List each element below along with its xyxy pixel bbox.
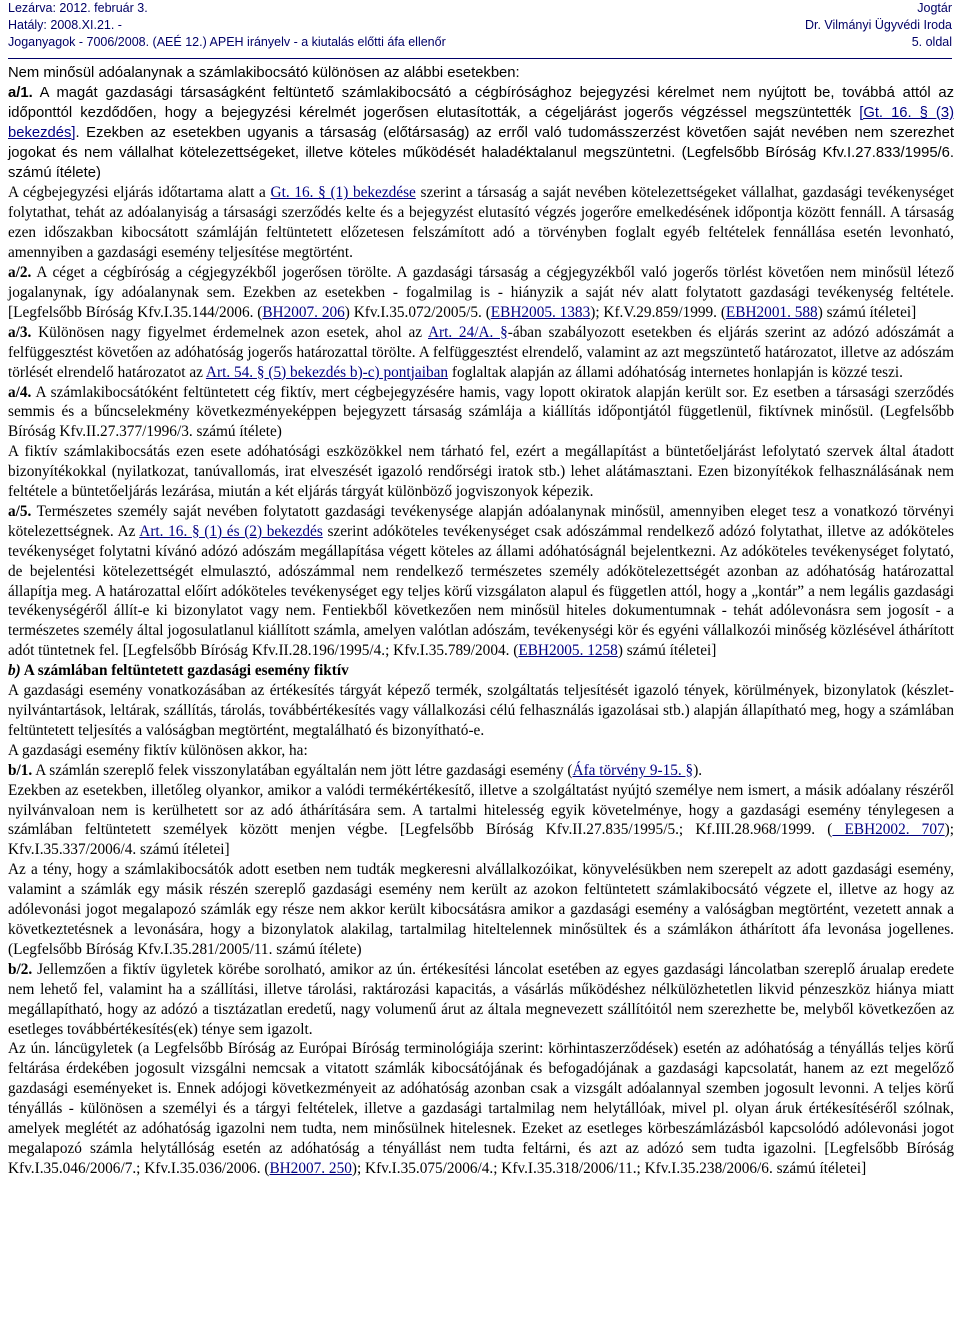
header-page-number: 5. oldal xyxy=(911,35,952,49)
item-label: b/2. xyxy=(8,960,33,978)
case-reference-link[interactable]: EBH2005. 1383 xyxy=(490,303,591,321)
section-heading-b: b) A számlában feltüntetett gazdasági esemény fiktív xyxy=(8,662,349,680)
item-label: a/3. xyxy=(8,323,32,341)
law-reference-link[interactable]: Áfa törvény 9-15. § xyxy=(572,761,694,779)
law-reference-link[interactable]: Art. 16. § (1) és (2) bekezdés xyxy=(139,522,323,540)
header-firm: Dr. Vilmányi Ügyvédi Iroda xyxy=(804,18,952,32)
law-reference-link[interactable]: Art. 54. § (5) bekezdés b)-c) pontjaiban xyxy=(205,363,449,381)
paragraph-a4: a/4. A számlakibocsátóként feltüntetett cég fiktív, mert cégbejegyzésére hamis, vagy lopott okiratok alapján került sor. Ez esetben a társasági szerződés semmis és a bűncselekmény következményeképpen bejegyzett társaság számlája a kiállítás időpontjától függetlenül, fiktívnek minősül. (Legfelsőbb Bíróság Kfv.II.27.377/1996/3. számú ítélete) xyxy=(8,383,954,441)
paragraph-b1-continued: Ezekben az esetekben, illetőleg olyankor, amikor a valódi termékértékesítő, illetve a szolgáltatást nyújtó személye nem ismert, a másik adóalany részéről nyilvánvaloan nem is kerülhetett sor az adó áthárítására sem. A tartalmi hitelesség egyik követelménye, hogy a gazdasági esemény ténylegesen a számlában feltüntetett személyek között menjen végbe. [Legfelsőbb Bíróság Kfv.II.27.835/1995/5.; Kf.III.28.968/1999. ( EBH2002. 707); Kfv.I.35.337/2006/4. számú ítéletei] xyxy=(8,781,954,859)
section-label: b) xyxy=(8,662,21,680)
header-document-title: Joganyagok - 7006/2008. (AEÉ 12.) APEH irányelv - a kiutalás előtti áfa ellenőr xyxy=(8,35,446,49)
case-reference-link[interactable]: EBH2005. 1258 xyxy=(518,642,618,660)
item-label: a/2. xyxy=(8,264,32,282)
case-reference-link[interactable]: EBH2001. 588 xyxy=(725,303,818,321)
paragraph-b2: b/2. Jellemzően a fiktív ügyletek körébe sorolható, amikor az ún. értékesítési láncolat esetében az egyes gazdasági láncolatban szereplő árualap eredete nem lehető fel, valamint ha a szállítási, illetve tárolási, raktározási kapacitás, a vásárlás működéshez nélkülözhetetlen likvid pénzeszköz hiánya miatt megállapítható, hogy az adózó a tisztázatlan eredetű, nagy volumenű árut az általa megnevezett szállítóitól nem szerezhette be, melyből következően az esetleges továbbértékesítés(ek) ténye sem igazolt. xyxy=(8,960,954,1038)
paragraph-a5: a/5. Természetes személy saját nevében folytatott gazdasági tevékenysége alapján adóalanynak minősül, amennyiben eleget tesz a vonatkozó törvényi kötelezettségnek. Az Art. 16. § (1) és (2) bekezdés szerint adóköteles tevékenységet csak adószámmal rendelkező adózó folytathat, illetve az adóköteles tevékenységet folytatni kívánó adózó adószám megállapítása végett köteles az állami adóhatóságnál bejelentkezni. Az adóköteles tevékenységet folytató, de bejelentési kötelezettségét elmulasztó, adószámmal nem rendelkező természetes személy adókötelezettségét azonban az adóhatóság határozattal állapítja meg. A határozattal előírt adóköteles tevékenységet egy teljes körű vizsgálaton alapul és független attól, hogy a „kontár” a nem legális gazdasági tevékenységéről állít-e ki bizonylatot vagy nem. Fentiekből következően nem minősül hiteles dokumentumnak - tehát adólevonásra sem jogosít - a természetes személy által jogosulatlanul kiállított számla, amelyen valótlan adószám, tevékenységi kör és egyéni vállalkozói minőség közlésével áthárított adót tüntetnek fel. [Legfelsőbb Bíróság Kfv.II.28.196/1995/4.; Kfv.I.35.789/2004. (EBH2005. 1258) számú ítéletei] xyxy=(8,502,954,660)
header-product: Jogtár xyxy=(917,1,952,15)
header-effective-date: Hatály: 2008.XI.21. - xyxy=(8,18,122,32)
paragraph-a3: a/3. Különösen nagy figyelmet érdemelnek azon esetek, ahol az Art. 24/A. §-ában szabályozott esetekben és eljárás szerint az adózó adószámát a felfüggesztést követően az adóhatóság jogerős határozattal törölte. A felfüggesztést elrendelő, valamint az azt megszüntető határozatot, illetve az adószám törlését elrendelő határozatot az Art. 54. § (5) bekezdés b)-c) pontjaiban foglaltak alapján az állami adóhatóság internetes honlapján is közzé teszi. xyxy=(8,323,954,381)
paragraph-fictitious-issuance: A fiktív számlakibocsátás ezen esete adóhatósági eszközökkel nem tárható fel, ezért a megállapítást a büntetőeljárást lefolytató szervek által átadott bizonyítékokkal (nyilatkozat, tanúvallomás, irat elveszését igazoló rendőrségi iratok stb.) lehet alátámasztani. Ezen bizonyítékok felhasználásának nem feltétele a büntetőeljárás lezárása, miután a két eljárás tárgyát különböző jogviszonyok képezik. xyxy=(8,443,954,501)
law-reference-link[interactable]: Art. 24/A. § xyxy=(427,323,508,341)
paragraph-a1-continued: A cégbejegyzési eljárás időtartama alatt a Gt. 16. § (1) bekezdése szerint a társaság a saját nevében kötelezettségeket vállalhat, gazdasági tevékenységet folytathat, tehát az adóalanyiság a társasági szerződés kelte és a bejegyzést elutasító végzés jogerőre emelkedésének időpontja között fennáll. A társaság ezen időszakban kibocsátott számláján feltüntetett előzetesen felszámított adó a törvényben foglalt egyéb feltételek fennállása esetén levonható, amennyiben a gazdasági esemény teljesítése megtörtént. xyxy=(8,184,954,262)
item-label: a/5. xyxy=(8,502,32,520)
paragraph-economic-event: A gazdasági esemény vonatkozásában az értékesítés tárgyát képező termék, szolgáltatás teljesítését igazoló tények, körülmények, bizonylatok (készlet-nyilvántartások, leltárak, szállítás, tárolás, továbbértékesítés vagy vállalkozási célú felhasználás igazolásai stb.) alapján állapítható meg, hogy a számlában feltüntetett teljesítés a valóságban megtörtént, megtalálható és bizonyítható-e. xyxy=(8,682,954,739)
paragraph-fictitious-when: A gazdasági esemény fiktív különösen akkor, ha: xyxy=(8,741,308,759)
item-label: a/4. xyxy=(8,383,32,401)
case-reference-link[interactable]: BH2007. 206 xyxy=(262,303,345,321)
item-label: a/1. xyxy=(8,84,33,101)
document-body xyxy=(8,64,954,1179)
intro-paragraph: Nem minősül adóalanynak a számlakibocsátó különösen az alábbi esetekben: xyxy=(8,65,520,81)
paragraph-a2: a/2. A céget a cégbíróság a cégjegyzékből jogerősen törölte. A gazdasági társaság a cégjegyzékből való jogerős törlést követően nem minősül létező jogalanynak, így adóalanynak sem. Ezekben az esetekben - fogalmilag is - hiányzik a saját név alatt folytatott gazdasági tevékenység feltétele. [Legfelsőbb Bíróság Kfv.I.35.144/2006. (BH2007. 206) Kfv.I.35.072/2005/5. (EBH2005. 1383); Kf.V.29.859/1999. (EBH2001. 588) számú ítéletei] xyxy=(8,264,954,321)
case-reference-link[interactable]: EBH2002. 707 xyxy=(832,821,945,839)
paragraph-chain-transactions: Az ún. láncügyletek (a Legfelsőbb Bíróság az Európai Bíróság terminológiája szerint: körhintaszerződések) esetén az adóhatóság a tényállás teljes körű feltárása érdekében jogosult vizsgálni nemcsak a vitatott számlák kibocsátójának és befogadójának a gazdasági kapcsolatát, hanem az ezt megelőző gazdasági eseményeket is. Ennek adójogi következményeit az adóhatóság azonban csak a vizsgált adóalannyal szemben jogosult levonni. A teljes körű tényállás - különösen a személyi és a tárgyi feltételek, illetve a gazdasági tartalmilag nem helytállóak, mivel pl. olyan áruk értékesítéséről szólnak, amelyek meglétét az adóhatóság igazolni nem tudta, nem minősülnek hitelesnek. Ezeket az esetleges körbeszámlázásból kapcsolódó adólevonási jogot megalapozó számla helytállóság esetén az adóhatóság a tényállást nem tudta feltárni, és azt az adózó sem tudta igazolni. [Legfelsőbb Bíróság Kfv.I.35.046/2006/7.; Kfv.I.35.036/2006. (BH2007. 250); Kfv.I.35.075/2006/4.; Kfv.I.35.318/2006/11.; Kfv.I.35.238/2006/6. számú ítéletei] xyxy=(8,1040,954,1177)
paragraph-b1: b/1. A számlán szereplő felek visszonylatában egyáltalán nem jött létre gazdasági esemény (Áfa törvény 9-15. §). xyxy=(8,761,703,779)
item-label: b/1. xyxy=(8,761,33,779)
case-reference-link[interactable]: BH2007. 250 xyxy=(269,1159,352,1177)
header-left xyxy=(8,0,446,51)
law-reference-link[interactable]: Gt. 16. § (1) bekezdése xyxy=(270,184,416,202)
header-right xyxy=(805,0,952,51)
header-closed-date: Lezárva: 2012. február 3. xyxy=(8,1,148,15)
law-reference-link[interactable]: [Gt. 16. § (3) bekezdés] xyxy=(8,104,954,141)
paragraph-a1: a/1. A magát gazdasági társaságként feltüntető számlakibocsátó a cégbírósághoz bejegyzési kérelmet nem nyújtott be, továbbá attól az időponttól kezdődően, hogy a bejegyzési kérelmét jogerősen elutasították, a cégeljárást jogerős végzéssel megszüntették [Gt. 16. § (3) bekezdés]. Ezekben az esetekben ugyanis a társaság (előtársaság) az erről való tudomásszerzést követően saját nevében nem szerezhet jogokat és nem vállalhat kötelezettségeket, illetve köteles működését haladéktalanul megszüntetni. (Legfelsőbb Bíróság Kfv.I.27.833/1995/6. számú ítélete) xyxy=(8,84,954,181)
header-divider xyxy=(8,58,952,59)
page-header xyxy=(8,0,952,60)
paragraph-issuer-facts: Az a tény, hogy a számlakibocsátók adott esetben nem tudták megkeresni alvállalkozóikat, könyvelésükben nem szerepelt az adott gazdasági esemény, valamint a számlák egy másik részén szereplő gazdasági esemény nem került az azokon feltüntetett számlakibocsátó végzete el, illetve az hogy az adólevonási jogot megalapozó számlák egy része nem akkor került kibocsátásra amikor a gazdasági esemény a valóságban megtörtént, vezetett annak a következtetésnek a levonására, hogy a bizonylatok alakilag, tartalmilag hiteltelennek minősültek és a számlákon áthárított áfa levonása jogellenes. (Legfelsőbb Bíróság Kfv.I.35.281/2005/11. számú ítélete) xyxy=(8,861,954,958)
